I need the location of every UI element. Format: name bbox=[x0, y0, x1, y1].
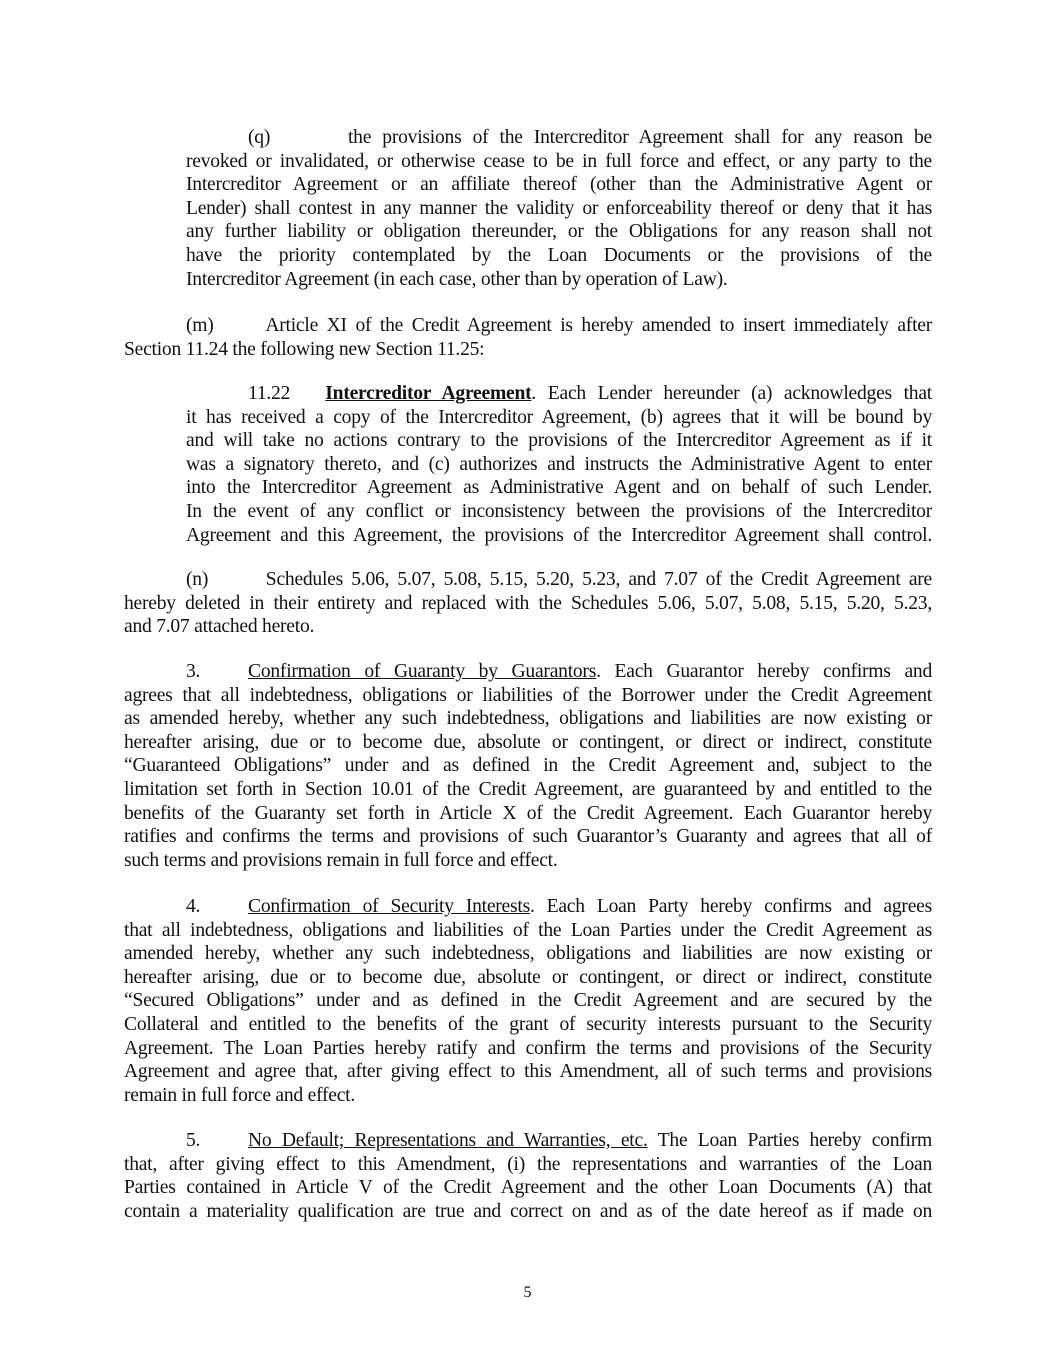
section-number: 5. bbox=[186, 1130, 201, 1151]
text-line: hereafter arising, due or to become due, absolute or contingent, or direct or indirect, constitute bbox=[124, 731, 932, 753]
text-line: In the event of any conflict or inconsistency between the provisions of the Intercreditor bbox=[186, 500, 932, 522]
section-3-guaranty bbox=[124, 660, 932, 872]
text-line: and will take no actions contrary to the provisions of the Intercreditor Agreement as if it bbox=[186, 430, 932, 452]
text-line: hereby deleted in their entirety and replaced with the Schedules 5.06, 5.07, 5.08, 5.15, 5.20, 5.23, bbox=[124, 592, 932, 614]
section-heading: No Default; Representations and Warranties, etc. bbox=[248, 1130, 648, 1151]
text-line: Agreement and this Agreement, the provisions of the Intercreditor Agreement shall control. bbox=[186, 524, 932, 546]
section-first-line bbox=[124, 1129, 932, 1153]
paragraph-q bbox=[186, 126, 932, 291]
text-line: and 7.07 attached hereto. bbox=[124, 616, 315, 638]
section-heading: Confirmation of Security Interests bbox=[248, 896, 530, 917]
section-heading: Intercreditor Agreement bbox=[325, 383, 532, 404]
text-line: that, after giving effect to this Amendment, (i) the representations and warranties of the Loan bbox=[124, 1153, 932, 1175]
text-line: Section 11.24 the following new Section 11.25: bbox=[124, 338, 485, 360]
paragraph-m bbox=[124, 314, 932, 361]
text-line: it has received a copy of the Intercreditor Agreement, (b) agrees that it will be bound by bbox=[186, 406, 932, 428]
section-text: . Each Lender hereunder (a) acknowledges that bbox=[531, 383, 932, 404]
text-line: Parties contained in Article V of the Credit Agreement and the other Loan Documents (A) that bbox=[124, 1177, 932, 1199]
text-line: Intercreditor Agreement (in each case, other than by operation of Law). bbox=[186, 268, 728, 290]
text-line: Lender) shall contest in any manner the validity or enforceability thereof or deny that it has bbox=[186, 197, 932, 219]
text-line: benefits of the Guaranty set forth in Article X of the Credit Agreement. Each Guarantor hereby bbox=[124, 802, 932, 824]
text-line: (q) the provisions of the Intercreditor Agreement shall for any reason be bbox=[248, 127, 932, 148]
text-line: contain a materiality qualification are true and correct on and as of the date hereof as if made on bbox=[124, 1200, 932, 1222]
text-line: Intercreditor Agreement or an affiliate thereof (other than the Administrative Agent or bbox=[186, 174, 932, 196]
text-line: such terms and provisions remain in full force and effect. bbox=[124, 849, 558, 871]
section-4-security-interests bbox=[124, 895, 932, 1107]
section-number: 4. bbox=[186, 896, 201, 917]
text-line: ratifies and confirms the terms and provisions of such Guarantor’s Guaranty and agrees that all of bbox=[124, 826, 932, 848]
text-line: limitation set forth in Section 10.01 of the Credit Agreement, are guaranteed by and entitled to the bbox=[124, 778, 932, 800]
text-line: as amended hereby, whether any such indebtedness, obligations and liabilities are now existing or bbox=[124, 708, 932, 730]
text-line: (n) Schedules 5.06, 5.07, 5.08, 5.15, 5.20, 5.23, and 7.07 of the Credit Agreement are bbox=[186, 569, 932, 590]
text-line: “Secured Obligations” under and as defined in the Credit Agreement and are secured by the bbox=[124, 990, 932, 1012]
text-line: (m) Article XI of the Credit Agreement is hereby amended to insert immediately after bbox=[186, 315, 932, 336]
section-number: 11.22 bbox=[248, 383, 291, 404]
text-line: Agreement. The Loan Parties hereby ratify and confirm the terms and provisions of the Security bbox=[124, 1037, 932, 1059]
text-line: remain in full force and effect. bbox=[124, 1084, 355, 1106]
section-first-line bbox=[124, 895, 932, 919]
text-line: into the Intercreditor Agreement as Administrative Agent and on behalf of such Lender. bbox=[186, 477, 932, 499]
section-text: . Each Loan Party hereby confirms and agrees bbox=[529, 896, 932, 917]
text-line: that all indebtedness, obligations and liabilities of the Loan Parties under the Credit Agreement as bbox=[124, 919, 932, 941]
section-first-line bbox=[124, 660, 932, 684]
text-line: any further liability or obligation thereunder, or the Obligations for any reason shall not bbox=[186, 221, 932, 243]
section-5-no-default bbox=[124, 1129, 932, 1223]
text-line: amended hereby, whether any such indebtedness, obligations and liabilities are now existing or bbox=[124, 943, 932, 965]
section-text: The Loan Parties hereby confirm bbox=[647, 1130, 932, 1151]
text-line: was a signatory thereto, and (c) authorizes and instructs the Administrative Agent to enter bbox=[186, 453, 932, 475]
text-line: have the priority contemplated by the Loan Documents or the provisions of the bbox=[186, 244, 932, 266]
section-first-line bbox=[186, 382, 932, 406]
text-line: Agreement and agree that, after giving effect to this Amendment, all of such terms and provisions bbox=[124, 1061, 932, 1083]
section-text: . Each Guarantor hereby confirms and bbox=[596, 661, 932, 682]
text-line: agrees that all indebtedness, obligations or liabilities of the Borrower under the Credit Agreement bbox=[124, 684, 932, 706]
text-line: revoked or invalidated, or otherwise cease to be in full force and effect, or any party to the bbox=[186, 150, 932, 172]
text-line: “Guaranteed Obligations” under and as defined in the Credit Agreement and, subject to the bbox=[124, 755, 932, 777]
section-heading: Confirmation of Guaranty by Guarantors bbox=[248, 661, 597, 682]
page-number: 5 bbox=[523, 1284, 532, 1301]
text-line: hereafter arising, due or to become due, absolute or contingent, or direct or indirect, constitute bbox=[124, 966, 932, 988]
section-number: 3. bbox=[186, 661, 201, 682]
paragraph-n bbox=[124, 568, 932, 639]
section-11-22 bbox=[186, 382, 932, 547]
text-line: Collateral and entitled to the benefits of the grant of security interests pursuant to the Security bbox=[124, 1013, 932, 1035]
